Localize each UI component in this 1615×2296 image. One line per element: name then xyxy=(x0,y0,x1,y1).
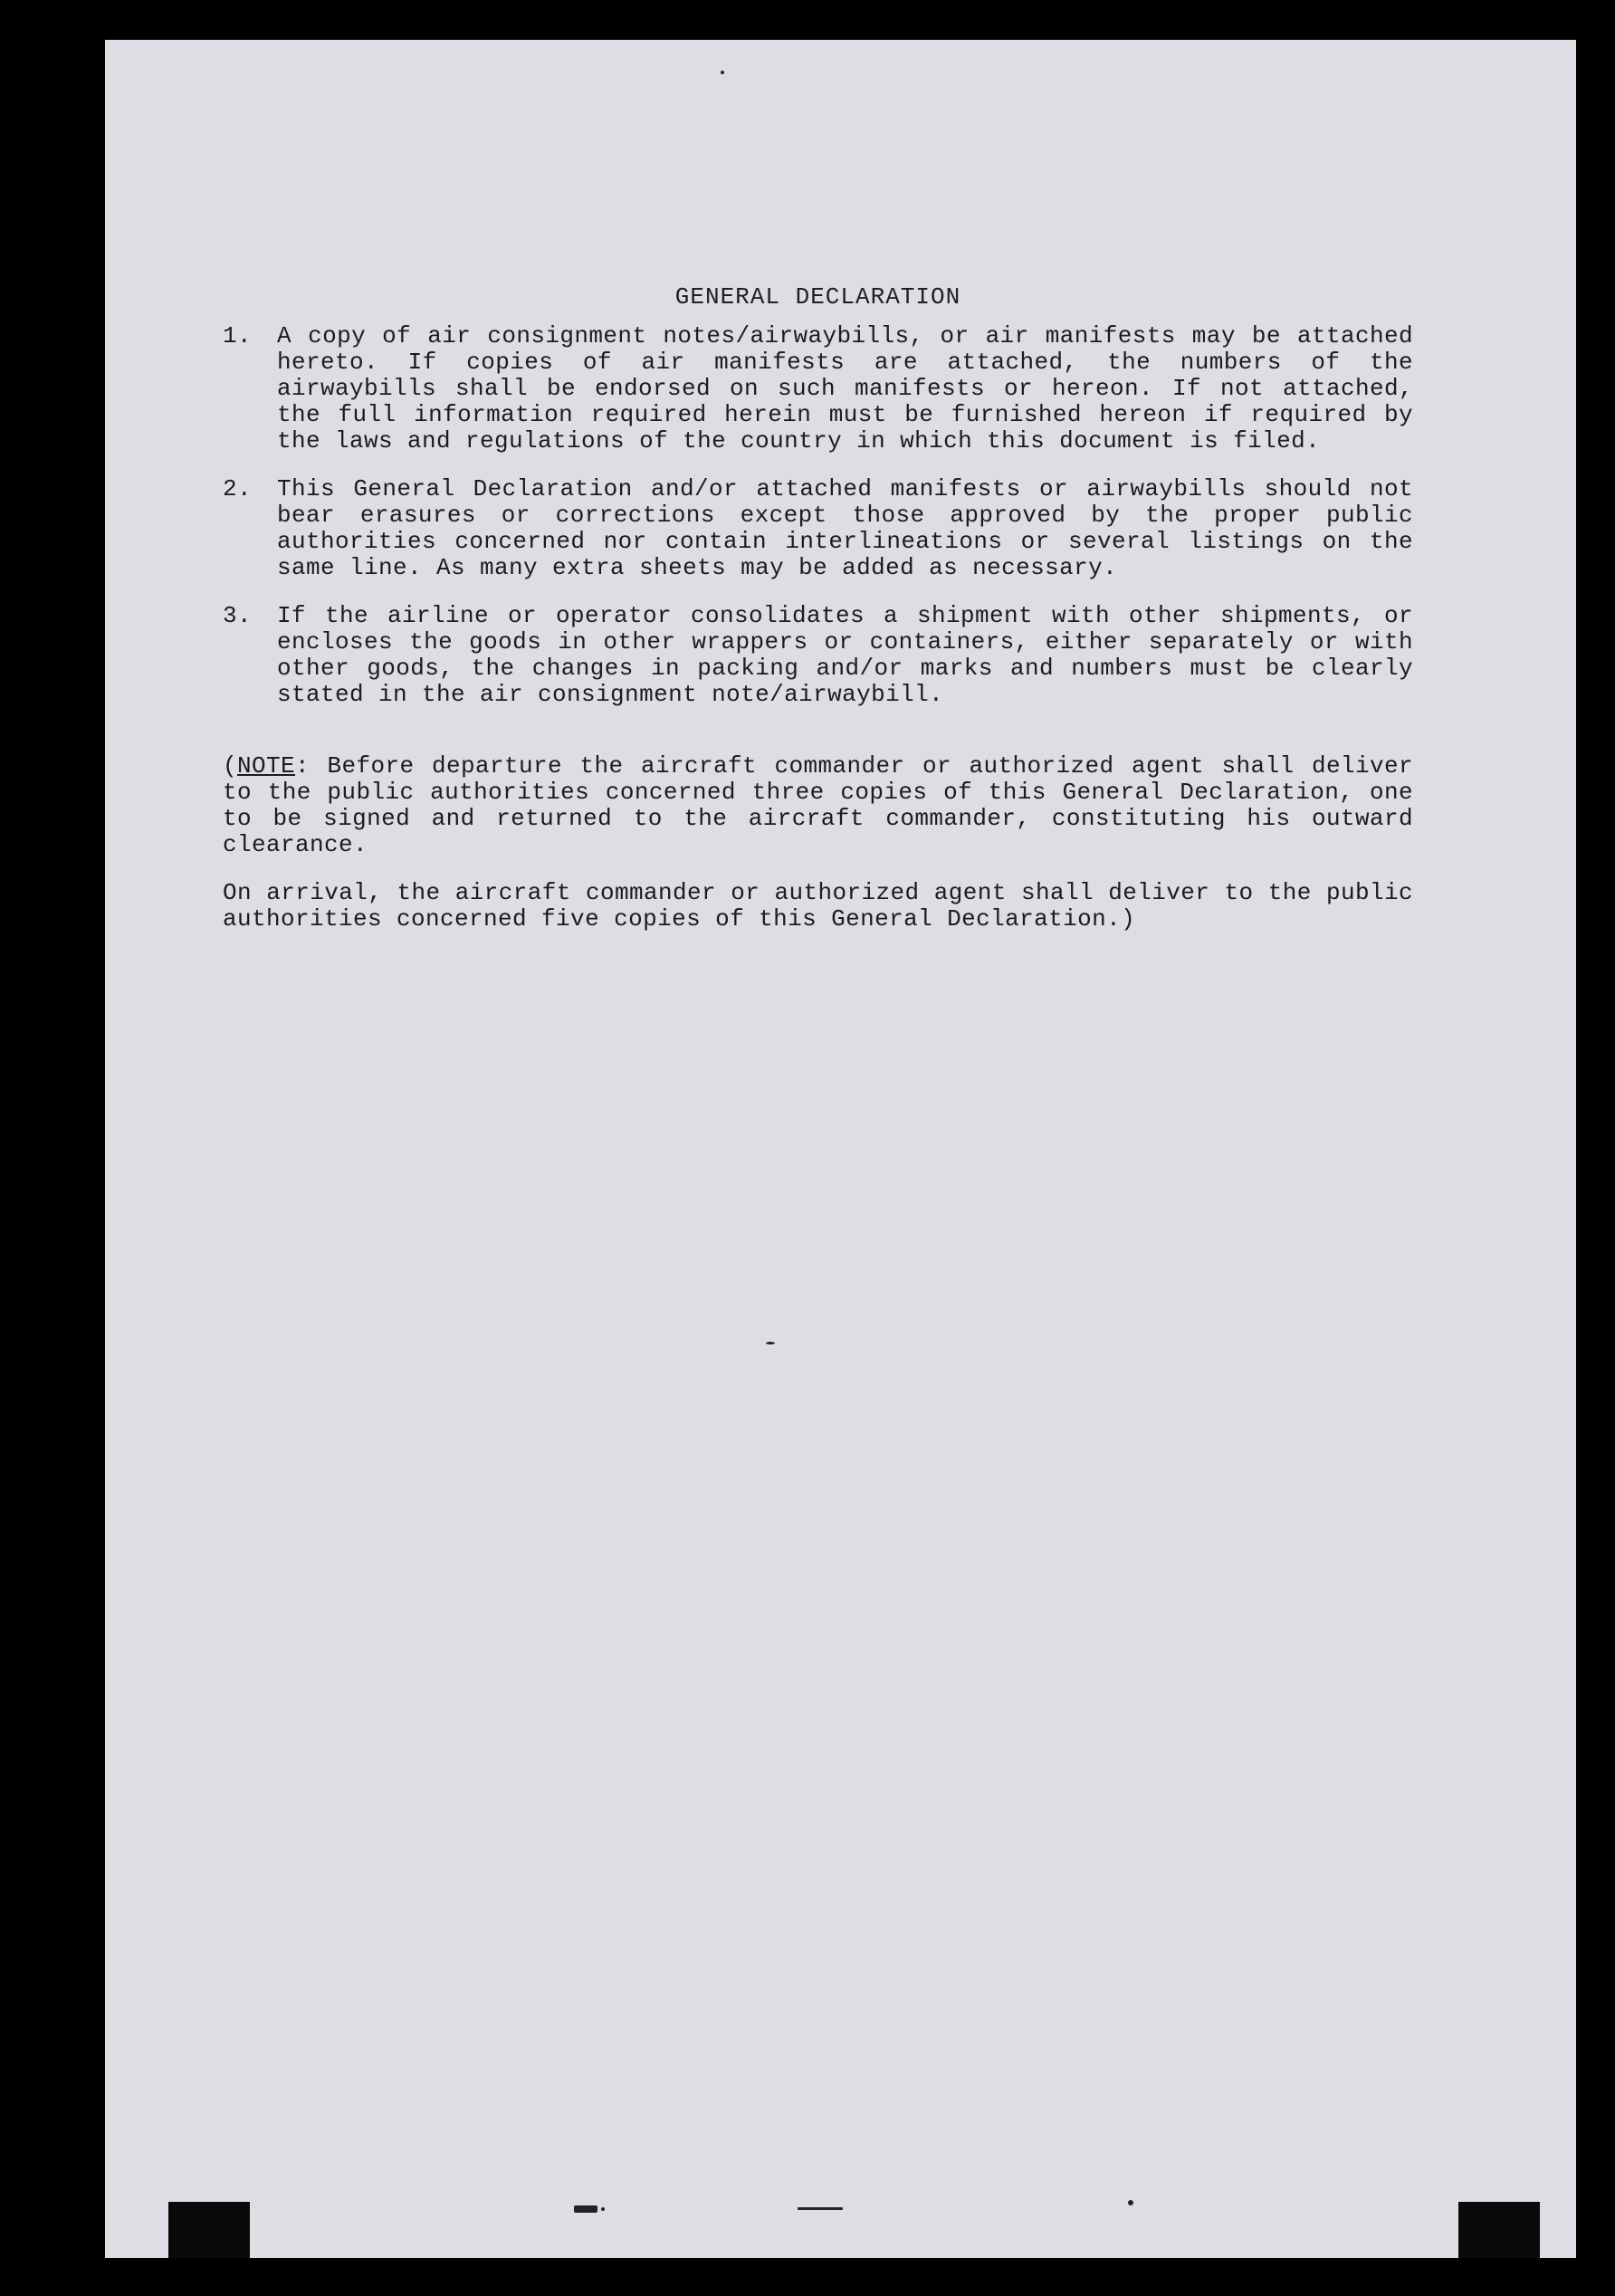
scan-speck xyxy=(1128,2200,1133,2205)
scan-speck xyxy=(766,1342,775,1344)
departure-note xyxy=(223,753,1413,858)
note-label: NOTE xyxy=(237,752,296,780)
scan-mark xyxy=(798,2207,843,2210)
item-text: If the airline or operator consolidates a shipment with other shipments, or encloses the goods in other wrappers or containers, either separately or with other goods, the changes in packing and/or marks and numbers must be clearly stated in the air consignment note/airwaybill. xyxy=(277,602,1413,708)
declaration-item-3 xyxy=(223,603,1413,708)
item-number: 1. xyxy=(223,322,253,349)
item-number: 2. xyxy=(223,475,253,502)
document-content xyxy=(223,284,1526,933)
note-text: : Before departure the aircraft commander or authorized agent shall deliver to the public authorities concerned three copies of this General Declaration, one to be signed and returned to the aircraft commander, constituting his outward clearance. xyxy=(223,752,1413,858)
scan-speck xyxy=(721,71,724,74)
item-number: 3. xyxy=(223,602,253,629)
item-text: A copy of air consignment notes/airwaybills, or air manifests may be attached hereto. If copies of air manifests are attached, the numbers of the airwaybills shall be endorsed on such manifests or hereon. If not attached, the full information required herein must be furnished hereon if required by the laws and regulations of the country in which this document is filed. xyxy=(277,322,1413,454)
declaration-item-2 xyxy=(223,476,1413,581)
document-page xyxy=(105,40,1576,2258)
note-open-paren: ( xyxy=(223,752,238,780)
scan-binder-tab-right xyxy=(1458,2202,1540,2258)
item-text: This General Declaration and/or attached manifests or airwaybills should not bear erasures or corrections except those approved by the proper public authorities concerned nor contain interlineations or several listings on the same line. As many extra sheets may be added as necessary. xyxy=(277,475,1413,581)
document-title: GENERAL DECLARATION xyxy=(674,283,961,311)
scan-mark xyxy=(574,2205,597,2213)
arrival-note: On arrival, the aircraft commander or authorized agent shall deliver to the public authorities concerned five copies of this General Declaration.) xyxy=(223,879,1413,933)
scan-binder-tab-left xyxy=(168,2202,250,2258)
scan-speck xyxy=(601,2207,605,2211)
declaration-item-1 xyxy=(223,323,1413,454)
